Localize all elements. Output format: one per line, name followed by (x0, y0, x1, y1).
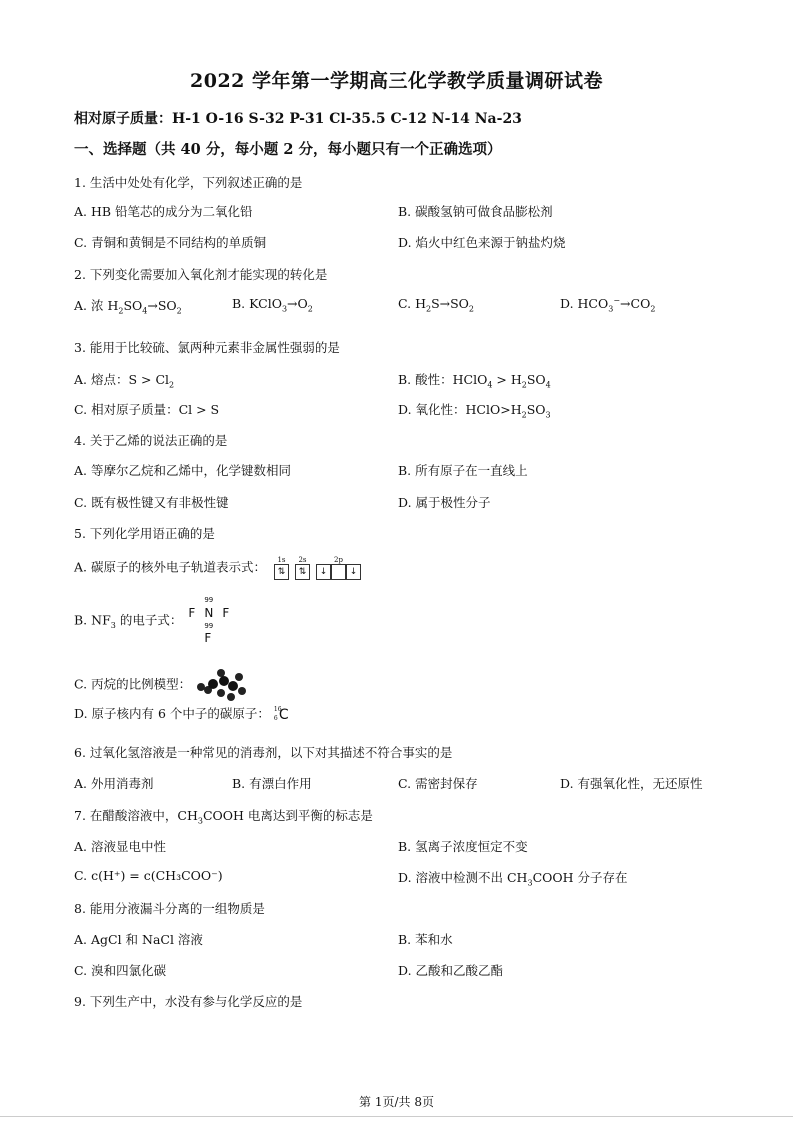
question-2-option-a: A. 浓 $H_2SO_4\to SO_2$ (74, 298, 182, 316)
question-7-option-d: D. 溶液中检测不出 $CH_3COOH$ 分子存在 (398, 870, 628, 888)
question-5-option-a: A. 碳原子的核外电子轨道表示式： 1s ⇅ 2s ⇅ 2p ↓ ↓ (74, 556, 367, 580)
section-heading: 一、选择题（共 40 分，每小题 2 分，每小题只有一个正确选项） (74, 141, 502, 158)
question-3-option-c: C. 相对原子质量：Cl > S (74, 402, 220, 417)
question-1-option-c: C. 青铜和黄铜是不同结构的单质铜 (74, 235, 267, 250)
propane-model (195, 668, 247, 702)
question-1-option-a: A. HB 铅笔芯的成分为二氧化铅 (74, 204, 253, 219)
question-1-stem: 1. 生活中处处有化学，下列叙述正确的是 (74, 175, 303, 190)
question-7-option-b: B. 氢离子浓度恒定不变 (398, 839, 528, 854)
question-4-option-c: C. 既有极性键又有非极性键 (74, 495, 229, 510)
page-footer: 第 1页/共 8页 (359, 1095, 434, 1109)
question-6-option-c: C. 需密封保存 (398, 776, 478, 791)
question-7-stem: 7. 在醋酸溶液中，$CH_3COOH$ 电离达到平衡的标志是 (74, 808, 373, 826)
question-6-option-a: A. 外用消毒剂 (74, 776, 154, 791)
orbital-1s-box: ⇅ (274, 564, 289, 580)
question-7-option-a: A. 溶液显电中性 (74, 839, 166, 854)
question-3-stem: 3. 能用于比较硫、氯两种元素非金属性强弱的是 (74, 340, 340, 355)
question-2-stem: 2. 下列变化需要加入氧化剂才能实现的转化是 (74, 267, 328, 282)
orbital-2p-box (331, 564, 346, 580)
question-4-stem: 4. 关于乙烯的说法正确的是 (74, 433, 228, 448)
orbital-2p-box: ↓ (346, 564, 361, 580)
nf3-electron-formula: 99 F N F 99 F (188, 596, 230, 645)
question-5-stem: 5. 下列化学用语正确的是 (74, 526, 215, 541)
question-1-option-d: D. 焰火中红色来源于钠盐灼烧 (398, 235, 566, 250)
question-5-option-c: C. 丙烷的比例模型： (74, 668, 247, 702)
orbital-2s-box: ⇅ (295, 564, 310, 580)
question-3-option-a: A. 熔点：$S > Cl_2$ (74, 372, 175, 390)
question-2-option-b: B. $KClO_3\to O_2$ (232, 296, 313, 314)
question-8-option-b: B. 苯和水 (398, 932, 453, 947)
question-7-option-c: C. c(H⁺) = c(CH₃COO⁻) (74, 868, 223, 883)
question-5-option-b: B. $NF_3$ 的电子式： 99 F N F 99 F (74, 598, 232, 644)
question-3-option-d: D. 氧化性：$HClO>H_2SO_3$ (398, 402, 551, 420)
orbital-diagram: 1s ⇅ 2s ⇅ 2p ↓ ↓ (274, 556, 367, 580)
question-6-option-d: D. 有强氧化性，无还原性 (560, 776, 703, 791)
question-1-option-b: B. 碳酸氢钠可做食品膨松剂 (398, 204, 553, 219)
question-6-option-b: B. 有漂白作用 (232, 776, 312, 791)
question-9-stem: 9. 下列生产中，水没有参与化学反应的是 (74, 994, 303, 1009)
bottom-rule (0, 1116, 793, 1117)
question-8-option-c: C. 溴和四氯化碳 (74, 963, 167, 978)
question-8-stem: 8. 能用分液漏斗分离的一组物质是 (74, 901, 265, 916)
question-2-option-c: C. $H_2S\to SO_2$ (398, 296, 475, 314)
orbital-2p-box: ↓ (316, 564, 331, 580)
question-8-option-a: A. AgCl 和 NaCl 溶液 (74, 932, 203, 947)
question-2-option-d: D. $HCO_3^-\to CO_2$ (560, 296, 656, 314)
question-4-option-d: D. 属于极性分子 (398, 495, 491, 510)
question-5-option-d: D. 原子核内有 6 个中子的碳原子： 16 6 C (74, 705, 289, 723)
question-4-option-b: B. 所有原子在一直线上 (398, 463, 528, 478)
question-3-option-b: B. 酸性：HClO$_4$ > $H_2SO_4$ (398, 372, 551, 390)
atomic-masses: 相对原子质量：H-1 O-16 S-32 P-31 Cl-35.5 C-12 N-14 Na-23 (74, 111, 522, 127)
carbon-isotope-symbol: 16 6 C (273, 705, 289, 723)
question-6-stem: 6. 过氧化氢溶液是一种常见的消毒剂，以下对其描述不符合事实的是 (74, 745, 453, 760)
question-8-option-d: D. 乙酸和乙酸乙酯 (398, 963, 504, 978)
question-4-option-a: A. 等摩尔乙烷和乙烯中，化学键数相同 (74, 463, 291, 478)
page-title: 2022 学年第一学期高三化学教学质量调研试卷 (190, 70, 603, 92)
